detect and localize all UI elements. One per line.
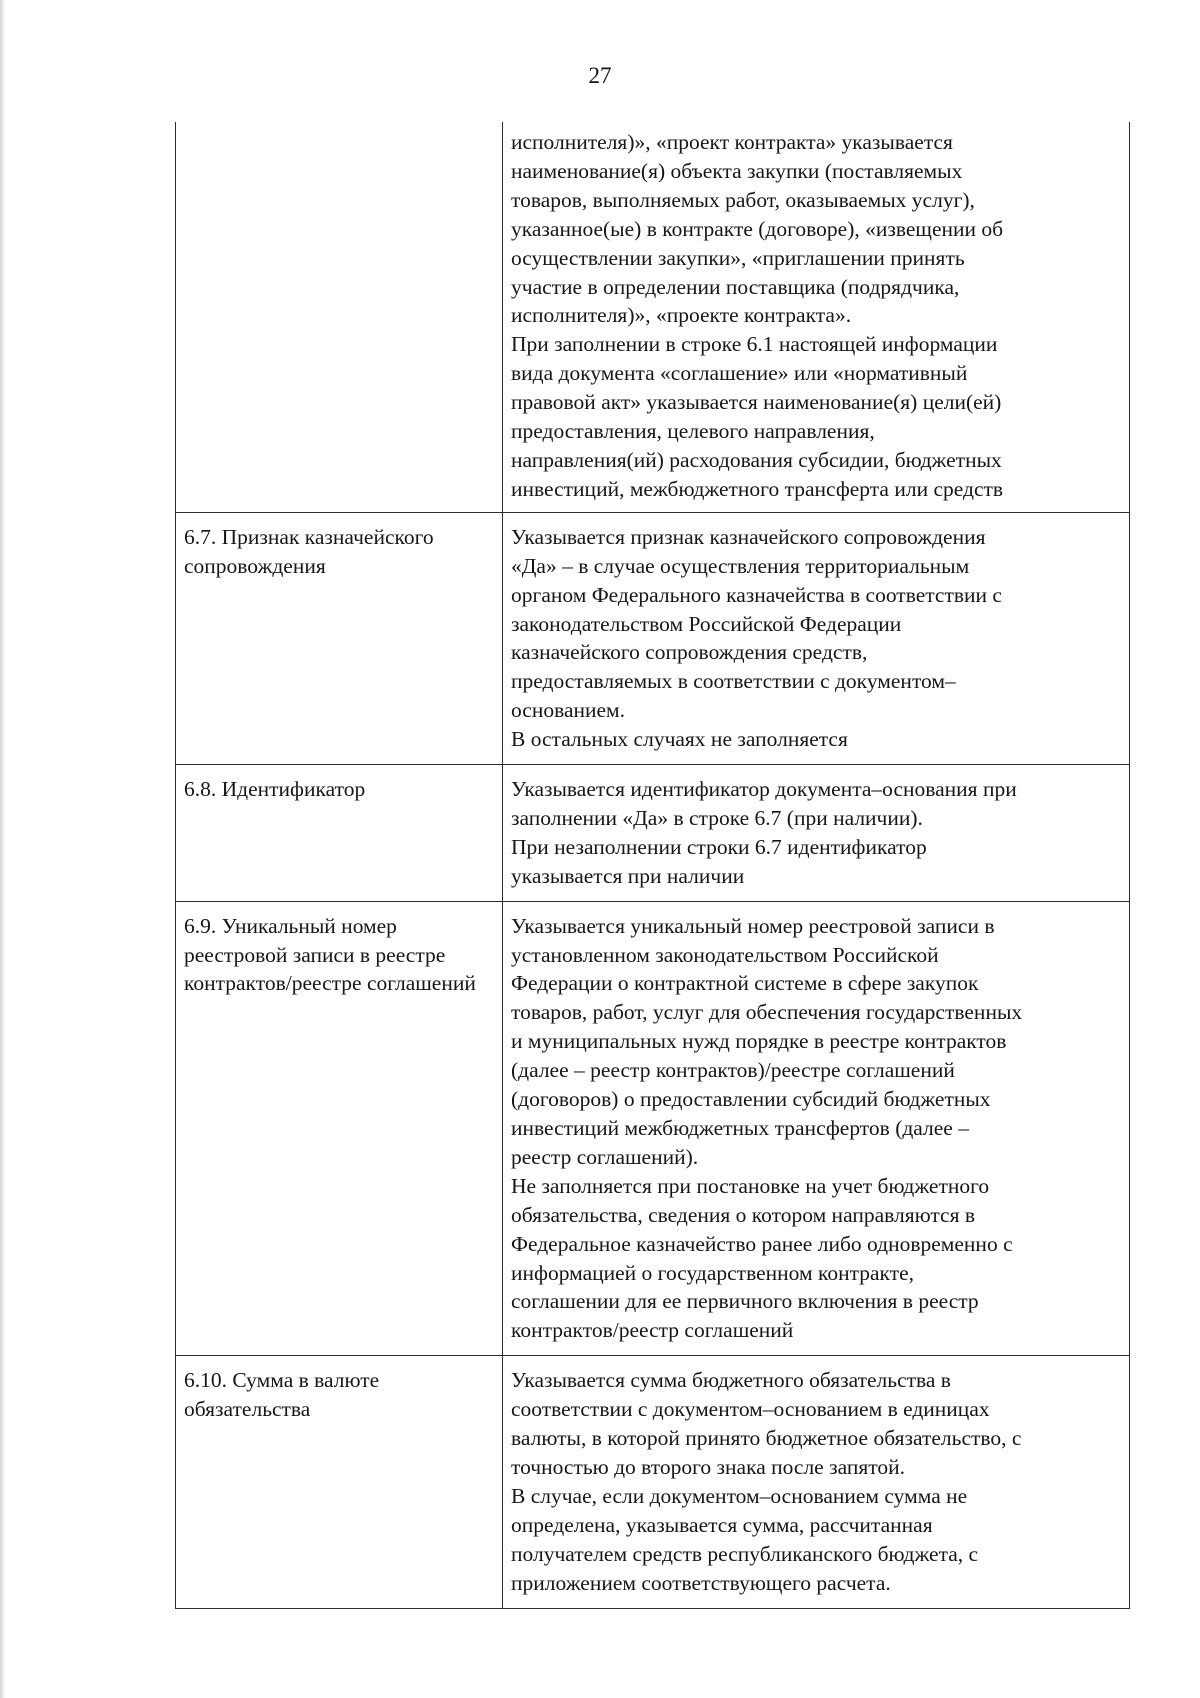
requirements-table bbox=[175, 122, 1130, 1609]
description-cell bbox=[503, 512, 1130, 764]
description-line: вида документа «соглашение» или «нормативный bbox=[511, 361, 968, 386]
field-name: 6.7. Признак казначейского сопровождения bbox=[184, 524, 434, 578]
description-line: обязательства, сведения о котором направляются в bbox=[511, 1202, 976, 1227]
description-cell bbox=[503, 765, 1130, 902]
description-line: валюты, в которой принято бюджетное обязательство, с bbox=[511, 1426, 1022, 1451]
field-name bbox=[176, 122, 502, 142]
description-line: контрактов/реестр соглашений bbox=[511, 1318, 794, 1343]
description-line: установленном законодательством Российской bbox=[511, 942, 939, 967]
description-line: заполнении «Да» в строке 6.7 (при наличии). bbox=[511, 805, 923, 830]
description-line: Указывается признак казначейского сопровождения bbox=[511, 524, 986, 549]
description-line: и муниципальных нужд порядке в реестре контрактов bbox=[511, 1029, 1007, 1054]
field-cell bbox=[176, 901, 503, 1356]
description-line: органом Федерального казначейства в соответствии с bbox=[511, 582, 1002, 607]
description bbox=[503, 902, 1129, 1356]
description bbox=[503, 513, 1129, 764]
description bbox=[503, 1356, 1129, 1607]
description-line: определена, указывается сумма, рассчитанная bbox=[511, 1512, 933, 1537]
field-cell bbox=[176, 1356, 503, 1608]
description-line: соответствии с документом–основанием в единицах bbox=[511, 1397, 990, 1422]
description-line: Указывается уникальный номер реестровой записи в bbox=[511, 913, 995, 938]
description-line: направления(ий) расходования субсидии, бюджетных bbox=[511, 447, 1002, 472]
description bbox=[503, 765, 1129, 901]
description-line: предоставляемых в соответствии с документом– bbox=[511, 669, 956, 694]
description-line: товаров, выполняемых работ, оказываемых услуг), bbox=[511, 187, 975, 212]
page-number: 27 bbox=[588, 63, 612, 88]
description-line: товаров, работ, услуг для обеспечения государственных bbox=[511, 1000, 1023, 1025]
description-line: казначейского сопровождения средств, bbox=[511, 640, 868, 665]
description-line: В случае, если документом–основанием сумма не bbox=[511, 1483, 968, 1508]
description-cell bbox=[503, 122, 1130, 512]
field-name: 6.9. Уникальный номер реестровой записи в реестре контрактов/реестре соглашений bbox=[184, 913, 476, 996]
table-row-6-10 bbox=[176, 1356, 1130, 1608]
description-line: В остальных случаях не заполняется bbox=[511, 727, 848, 752]
description-line: осуществлении закупки», «приглашении принять bbox=[511, 245, 965, 270]
description-line: Не заполняется при постановке на учет бюджетного bbox=[511, 1173, 990, 1198]
table-row-6-7 bbox=[176, 512, 1130, 764]
description-line: Федерации о контрактной системе в сфере закупок bbox=[511, 971, 979, 996]
description-line: законодательством Российской Федерации bbox=[511, 611, 902, 636]
description-line: участие в определении поставщика (подрядчика, bbox=[511, 274, 960, 299]
table-row-6-8 bbox=[176, 765, 1130, 902]
field-name: 6.10. Сумма в валюте обязательства bbox=[184, 1368, 380, 1422]
description-line: При заполнении в строке 6.1 настоящей информации bbox=[511, 332, 998, 357]
description-cell bbox=[503, 1356, 1130, 1608]
field-cell bbox=[176, 122, 503, 512]
description-line: Указывается идентификатор документа–основания при bbox=[511, 777, 1017, 802]
description-line: «Да» – в случае осуществления территориальным bbox=[511, 553, 970, 578]
description-line: наименование(я) объекта закупки (поставляемых bbox=[511, 158, 963, 183]
description-line: исполнителя)», «проект контракта» указывается bbox=[511, 130, 953, 154]
description-line: соглашении для ее первичного включения в реестр bbox=[511, 1289, 979, 1314]
field-cell bbox=[176, 765, 503, 902]
description-cell bbox=[503, 901, 1130, 1356]
description bbox=[503, 122, 1129, 512]
field-name: 6.8. Идентификатор bbox=[184, 777, 366, 802]
description-line: Указывается сумма бюджетного обязательства в bbox=[511, 1368, 951, 1393]
description-line: инвестиций, межбюджетного трансферта или средств bbox=[511, 476, 1004, 501]
description-line: Федеральное казначейство ранее либо одновременно с bbox=[511, 1231, 1013, 1256]
description-line: (договоров) о предоставлении субсидий бюджетных bbox=[511, 1087, 991, 1112]
description-line: правовой акт» указывается наименование(я) цели(ей) bbox=[511, 390, 1002, 415]
description-line: При незаполнении строки 6.7 идентификатор bbox=[511, 834, 927, 859]
description-line: инвестиций межбюджетных трансфертов (далее – bbox=[511, 1116, 969, 1140]
description-line: приложением соответствующего расчета. bbox=[511, 1570, 891, 1595]
description-line: получателем средств республиканского бюджета, с bbox=[511, 1541, 979, 1566]
description-line: основанием. bbox=[511, 698, 626, 723]
description-line: исполнителя)», «проекте контракта». bbox=[511, 303, 852, 328]
description-line: указывается при наличии bbox=[511, 863, 745, 888]
description-line: указанное(ые) в контракте (договоре), «извещении об bbox=[511, 216, 1004, 241]
scan-edge bbox=[0, 0, 6, 1698]
description-line: реестр соглашений). bbox=[511, 1144, 699, 1169]
table-row-continuation bbox=[176, 122, 1130, 512]
description-line: точностью до второго знака после запятой. bbox=[511, 1454, 905, 1479]
description-line: (далее – реестр контрактов)/реестре соглашений bbox=[511, 1058, 955, 1083]
table-row-6-9 bbox=[176, 901, 1130, 1356]
description-line: предоставления, целевого направления, bbox=[511, 419, 875, 444]
field-cell bbox=[176, 512, 503, 764]
description-line: информацией о государственном контракте, bbox=[511, 1260, 915, 1285]
